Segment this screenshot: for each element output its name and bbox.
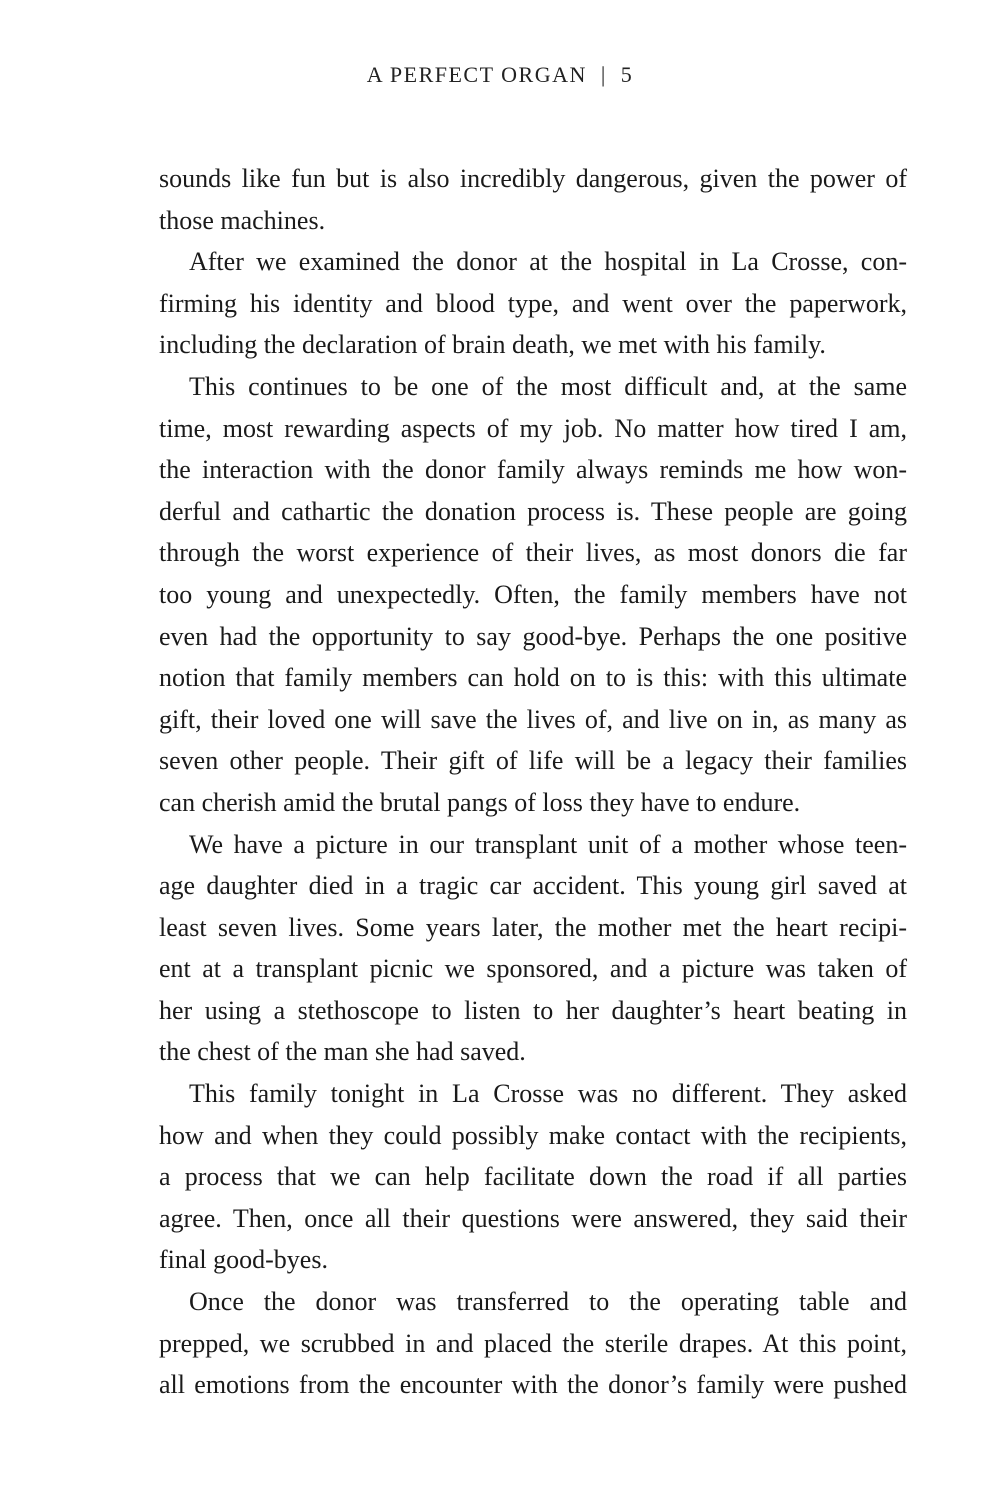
header-separator: | bbox=[600, 62, 607, 87]
text-line: how and when they could possibly make contact with the recipients, bbox=[159, 1120, 907, 1150]
body-text bbox=[159, 158, 907, 1406]
text-line: This family tonight in La Crosse was no different. They asked bbox=[189, 1079, 907, 1109]
chapter-title: A PERFECT ORGAN bbox=[366, 62, 587, 87]
page-number: 5 bbox=[620, 62, 634, 87]
text-line: sounds like fun but is also incredibly dangerous, given the power of bbox=[159, 164, 907, 193]
text-line: through the worst experience of their lives, as most donors die far bbox=[159, 538, 907, 568]
text-line: final good-byes. bbox=[159, 1245, 328, 1275]
text-line: We have a picture in our transplant unit of a mother whose teen- bbox=[189, 829, 907, 859]
text-line: a process that we can help facilitate down the road if all parties bbox=[159, 1162, 907, 1192]
text-line: agree. Then, once all their questions were answered, they said their bbox=[159, 1203, 907, 1233]
text-line: can cherish amid the brutal pangs of loss they have to endure. bbox=[159, 787, 801, 817]
text-line: her using a stethoscope to listen to her daughter’s heart beating in bbox=[159, 995, 907, 1025]
text-line: even had the opportunity to say good-bye. Perhaps the one positive bbox=[159, 621, 907, 651]
text-line: derful and cathartic the donation process is. These people are going bbox=[159, 496, 907, 526]
text-line: the interaction with the donor family always reminds me how won- bbox=[159, 455, 907, 485]
text-line: seven other people. Their gift of life will be a legacy their families bbox=[159, 746, 907, 776]
text-line: prepped, we scrubbed in and placed the sterile drapes. At this point, bbox=[159, 1328, 907, 1358]
text-line: ent at a transplant picnic we sponsored, and a picture was taken of bbox=[159, 954, 907, 984]
text-line: gift, their loved one will save the lives of, and live on in, as many as bbox=[159, 704, 907, 734]
text-line: This continues to be one of the most difficult and, at the same bbox=[189, 371, 907, 401]
text-line: the chest of the man she had saved. bbox=[159, 1037, 526, 1067]
text-line: Once the donor was transferred to the operating table and bbox=[189, 1287, 907, 1317]
text-line: notion that family members can hold on to is this: with this ultimate bbox=[159, 663, 907, 693]
text-line: including the declaration of brain death, we met with his family. bbox=[159, 330, 826, 360]
text-line: all emotions from the encounter with the donor’s family were pushed bbox=[159, 1370, 907, 1400]
text-line: age daughter died in a tragic car accident. This young girl saved at bbox=[159, 871, 907, 901]
text-line: After we examined the donor at the hospital in La Crosse, con- bbox=[189, 247, 907, 277]
text-line: those machines. bbox=[159, 205, 326, 235]
text-line: too young and unexpectedly. Often, the family members have not bbox=[159, 579, 907, 609]
text-line: time, most rewarding aspects of my job. No matter how tired I am, bbox=[159, 413, 907, 443]
text-line: firming his identity and blood type, and went over the paperwork, bbox=[159, 288, 907, 318]
text-line: least seven lives. Some years later, the mother met the heart recipi- bbox=[159, 912, 907, 942]
running-head bbox=[0, 62, 1000, 88]
